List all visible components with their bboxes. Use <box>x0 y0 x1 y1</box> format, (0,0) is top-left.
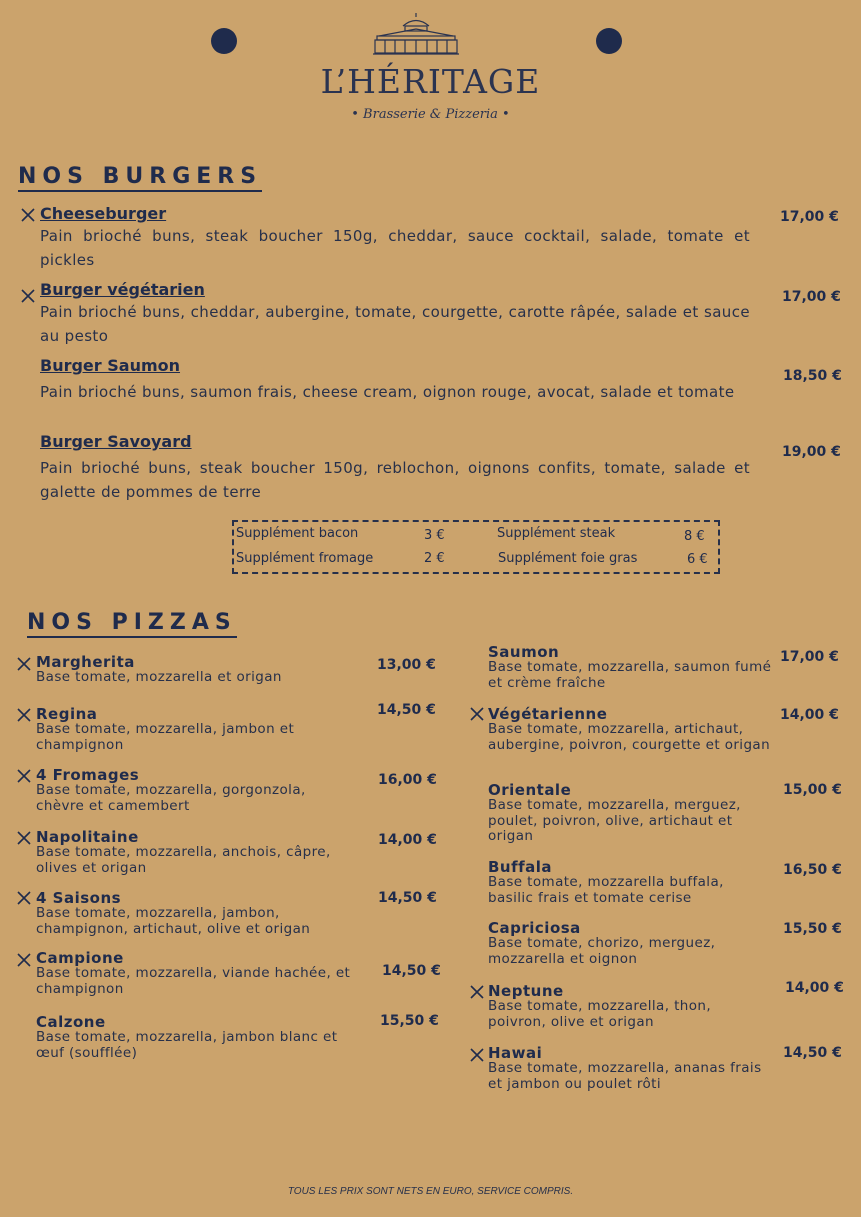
burger-description: Pain brioché buns, steak boucher 150g, reblochon, oignons confits, tomate, salade et galette de pommes de terre <box>40 459 750 501</box>
pizza-price: 15,50 € <box>783 921 842 937</box>
supplement-price: 6 € <box>687 552 708 567</box>
fork-knife-icon <box>470 707 484 721</box>
supplement-label: Supplément foie gras <box>498 551 638 566</box>
pizza-item <box>36 950 371 997</box>
pizza-item <box>36 706 356 753</box>
fork-knife-icon <box>17 953 31 967</box>
pizza-name: Regina <box>36 705 98 723</box>
pizza-description: Base tomate, mozzarella, ananas frais et jambon ou poulet rôti <box>488 1060 762 1092</box>
fork-knife-icon <box>17 657 31 671</box>
pizza-description: Base tomate, mozzarella buffala, basilic frais et tomate cerise <box>488 874 724 906</box>
pizza-description: Base tomate, mozzarella, jambon, champignon, artichaut, olive et origan <box>36 905 311 937</box>
pizza-name: Neptune <box>488 982 564 1000</box>
pizza-description: Base tomate, mozzarella, anchois, câpre, olives et origan <box>36 844 331 876</box>
pizza-price: 14,50 € <box>382 963 441 979</box>
burger-price: 17,00 € <box>780 209 839 225</box>
pizza-item <box>488 983 773 1030</box>
fork-knife-icon <box>21 289 35 303</box>
pizza-price: 16,00 € <box>378 772 437 788</box>
pizza-price: 16,50 € <box>783 862 842 878</box>
pizza-price: 14,00 € <box>378 832 437 848</box>
pizza-price: 15,50 € <box>380 1013 439 1029</box>
pizza-name: Capriciosa <box>488 919 581 937</box>
pizza-item <box>488 920 773 967</box>
supplement-price: 3 € <box>424 528 445 543</box>
pizza-item <box>488 859 773 906</box>
burger-item <box>40 204 750 272</box>
building-logo-icon <box>371 12 461 56</box>
burger-price: 17,00 € <box>782 289 841 305</box>
pizza-price: 13,00 € <box>377 657 436 673</box>
burger-price: 18,50 € <box>783 368 842 384</box>
burger-price: 19,00 € <box>782 444 841 460</box>
footer-note: TOUS LES PRIX SONT NETS EN EURO, SERVICE COMPRIS. <box>287 1186 574 1197</box>
fork-knife-icon <box>21 208 35 222</box>
pizza-name: Napolitaine <box>36 828 139 846</box>
burger-description: Pain brioché buns, cheddar, aubergine, tomate, courgette, carotte râpée, salade et sauce au pesto <box>40 303 750 345</box>
pizza-item <box>36 890 356 937</box>
brand-title: L’HÉRITAGE <box>320 62 541 101</box>
brand-subtitle: • Brasserie & Pizzeria • <box>351 107 510 122</box>
pizza-name: Hawai <box>488 1044 543 1062</box>
supplement-label: Supplément bacon <box>236 526 359 541</box>
pizza-name: Campione <box>36 949 124 967</box>
pizza-name: Margherita <box>36 653 135 671</box>
burger-name: Cheeseburger <box>40 204 167 223</box>
pizza-name: Orientale <box>488 781 572 799</box>
burger-item <box>40 356 750 404</box>
supplement-price: 8 € <box>684 529 705 544</box>
section-title-pizzas: NOS PIZZAS <box>27 610 237 638</box>
fork-knife-icon <box>17 891 31 905</box>
pizza-price: 14,00 € <box>780 707 839 723</box>
decorative-dot-left <box>211 28 237 54</box>
pizza-description: Base tomate, mozzarella, saumon fumé et crème fraîche <box>488 659 772 691</box>
pizza-name: 4 Fromages <box>36 766 140 784</box>
pizza-item <box>488 782 773 845</box>
pizza-name: Calzone <box>36 1013 106 1031</box>
supplement-price: 2 € <box>424 551 445 566</box>
pizza-price: 14,50 € <box>378 890 437 906</box>
pizza-price: 15,00 € <box>783 782 842 798</box>
decorative-dot-right <box>596 28 622 54</box>
burger-name: Burger Savoyard <box>40 432 192 451</box>
supplement-label: Supplément fromage <box>236 551 374 566</box>
pizza-description: Base tomate, mozzarella, viande hachée, et champignon <box>36 965 351 997</box>
pizza-item <box>488 706 773 753</box>
fork-knife-icon <box>17 708 31 722</box>
pizza-description: Base tomate, mozzarella, jambon blanc et œuf (soufflée) <box>36 1029 338 1061</box>
pizza-description: Base tomate, chorizo, merguez, mozzarella et oignon <box>488 935 716 967</box>
burger-description: Pain brioché buns, saumon frais, cheese cream, oignon rouge, avocat, salade et tomate <box>40 383 735 401</box>
burger-description: Pain brioché buns, steak boucher 150g, cheddar, sauce cocktail, salade, tomate et pickles <box>40 227 750 269</box>
pizza-price: 14,50 € <box>783 1045 842 1061</box>
pizza-description: Base tomate, mozzarella et origan <box>36 669 282 685</box>
pizza-description: Base tomate, mozzarella, jambon et champignon <box>36 721 295 753</box>
burger-name: Burger Saumon <box>40 356 181 375</box>
pizza-description: Base tomate, mozzarella, thon, poivron, olive et origan <box>488 998 712 1030</box>
burger-item <box>40 432 750 504</box>
burger-name: Burger végétarien <box>40 280 205 299</box>
burger-item <box>40 280 750 348</box>
section-title-burgers: NOS BURGERS <box>18 164 262 192</box>
pizza-description: Base tomate, mozzarella, merguez, poulet, poivron, olive, artichaut et origan <box>488 797 741 844</box>
fork-knife-icon <box>470 985 484 999</box>
fork-knife-icon <box>17 769 31 783</box>
pizza-name: 4 Saisons <box>36 889 122 907</box>
pizza-price: 14,50 € <box>377 702 436 718</box>
supplement-label: Supplément steak <box>497 526 616 541</box>
fork-knife-icon <box>17 831 31 845</box>
pizza-item <box>488 1045 773 1092</box>
pizza-price: 17,00 € <box>780 649 839 665</box>
pizza-name: Saumon <box>488 643 560 661</box>
pizza-item <box>36 767 346 814</box>
pizza-description: Base tomate, mozzarella, artichaut, aubergine, poivron, courgette et origan <box>488 721 771 753</box>
pizza-name: Végétarienne <box>488 705 608 723</box>
fork-knife-icon <box>470 1048 484 1062</box>
pizza-price: 14,00 € <box>785 980 844 996</box>
pizza-name: Buffala <box>488 858 553 876</box>
pizza-description: Base tomate, mozzarella, gorgonzola, chèvre et camembert <box>36 782 306 814</box>
pizza-item <box>488 644 773 691</box>
pizza-item <box>36 1014 366 1061</box>
pizza-item <box>36 829 366 876</box>
pizza-item <box>36 654 366 686</box>
